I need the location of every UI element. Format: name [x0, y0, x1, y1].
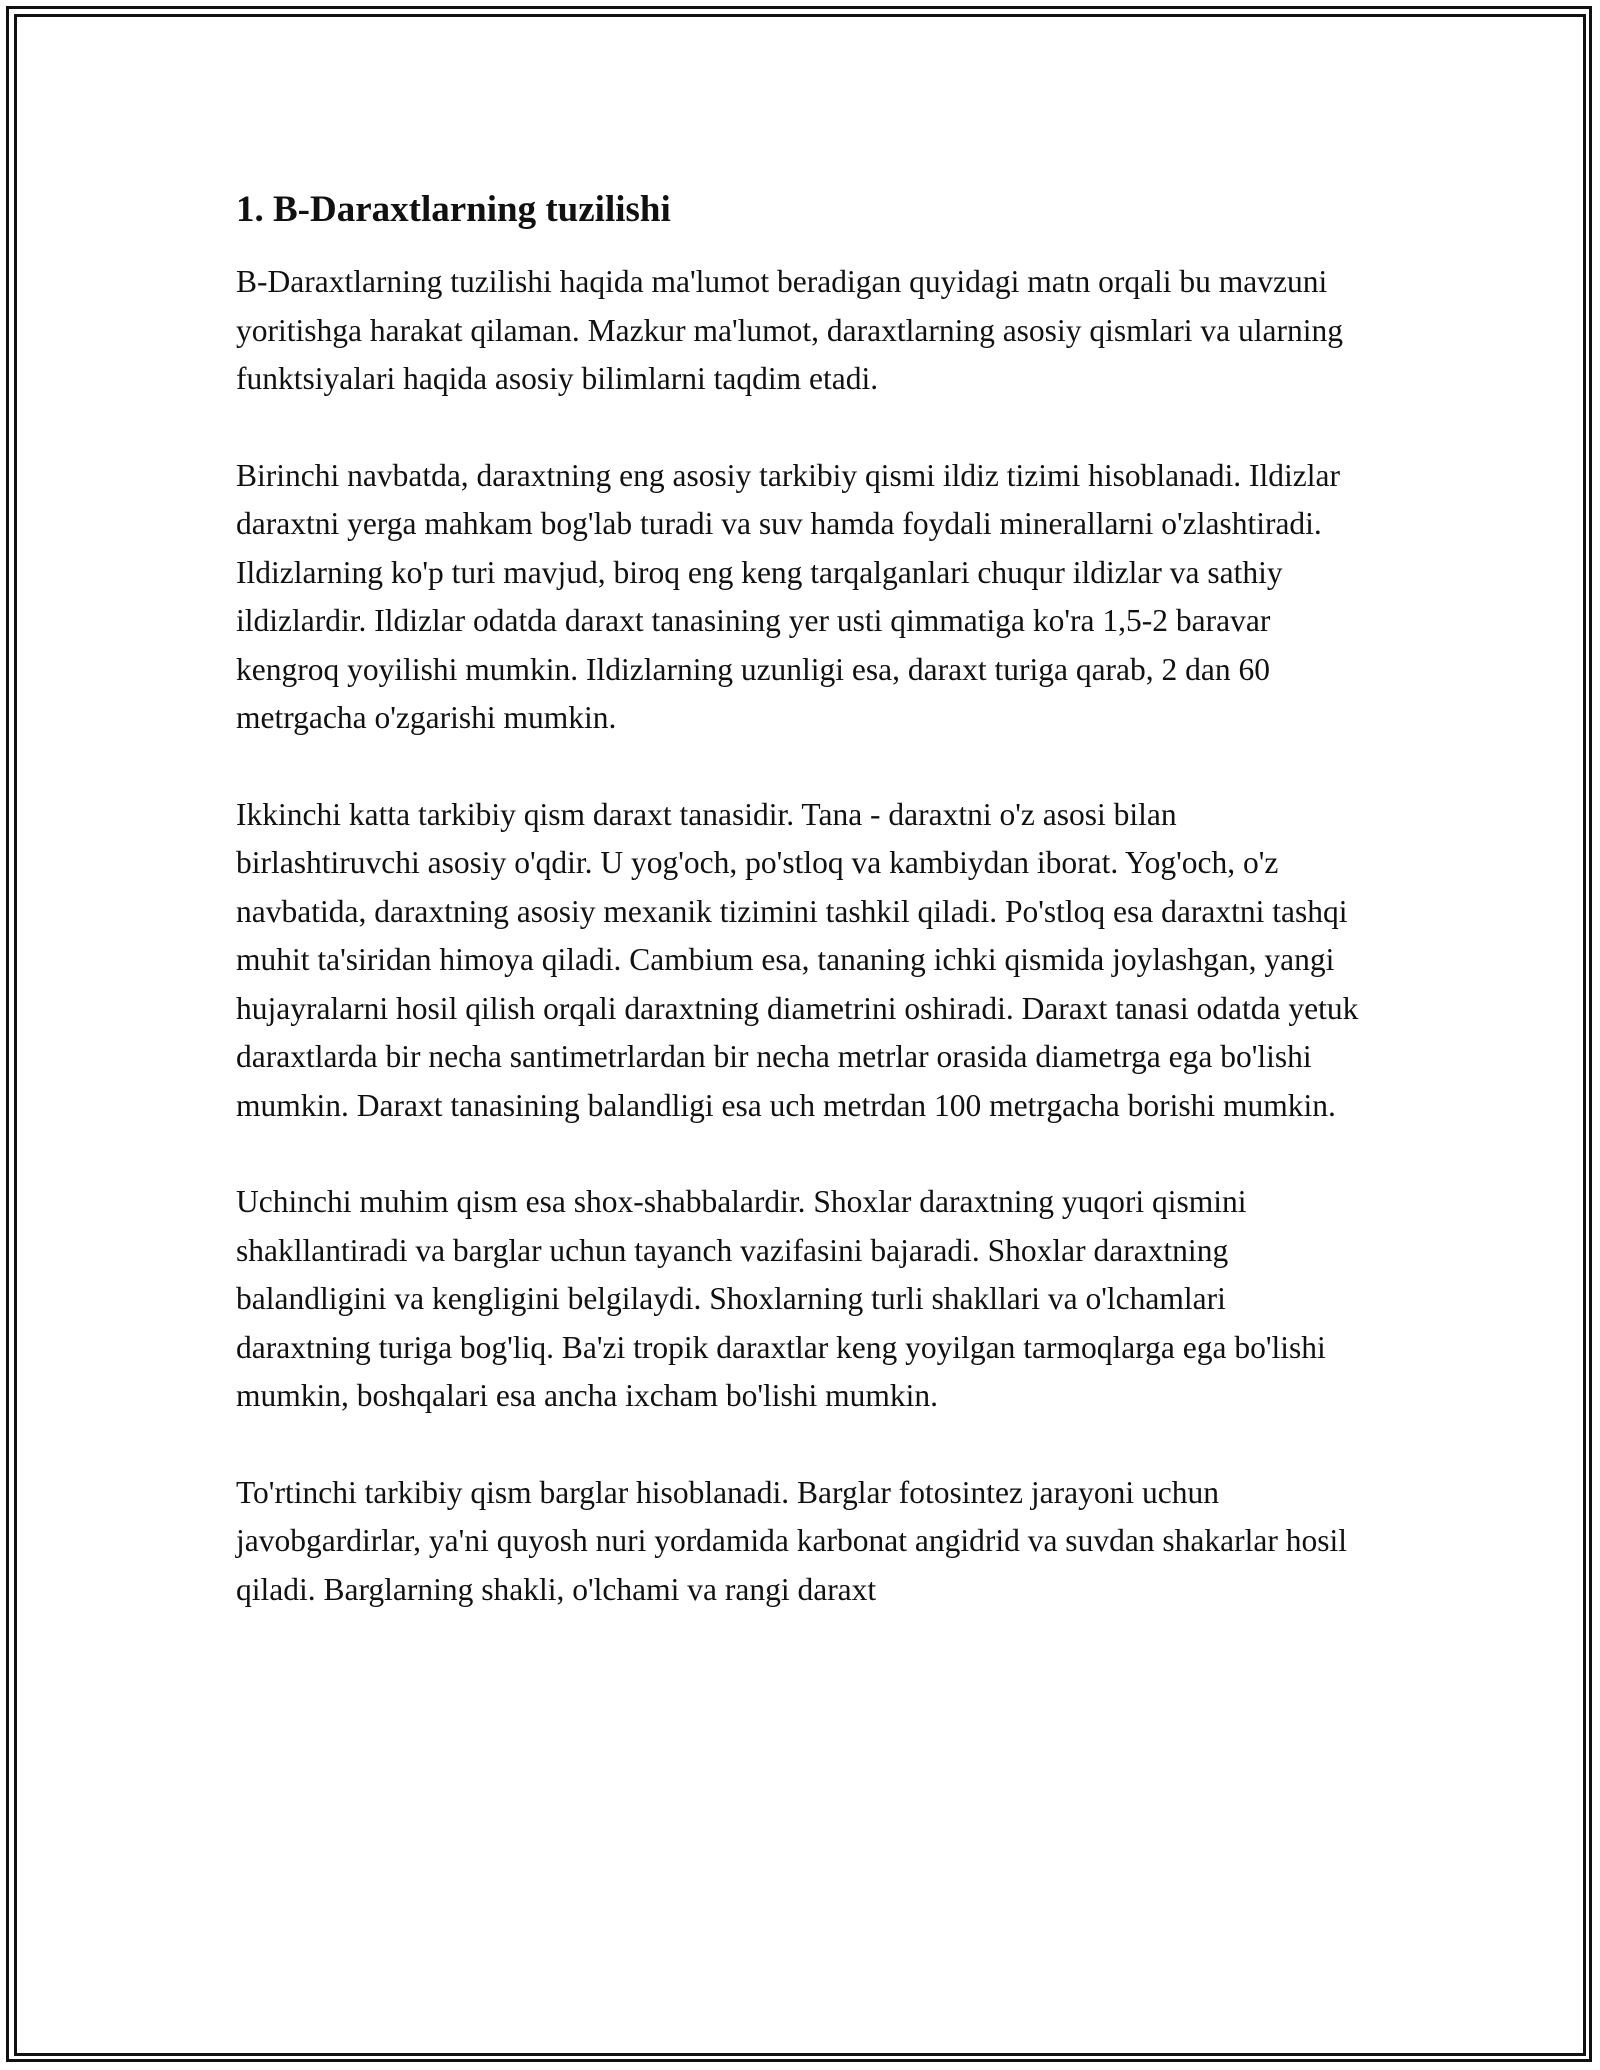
- paragraph-intro: B-Daraxtlarning tuzilishi haqida ma'lumot beradigan quyidagi matn orqali bu mavzuni yoritishga harakat qilaman. Mazkur ma'lumot, daraxtlarning asosiy qismlari va ularning funktsiyalari haqida asosiy bilimlarni taqdim etadi.: [236, 264, 1344, 397]
- paragraph-trunk: Ikkinchi katta tarkibiy qism daraxt tanasidir. Tana - daraxtni o'z asosi bilan birlashtiruvchi asosiy o'qdir. U yog'och, po'stloq va kambiydan iborat. Yog'och, o'z navbatida, daraxtning asosiy mexanik tizimini tashkil qiladi. Po'stloq esa daraxtni tashqi muhit ta'siridan himoya qiladi. Cambium esa, tananing ichki qismida joylashgan, yangi hujayralarni hosil qilish orqali daraxtning diametrini oshiradi. Daraxt tanasi odatda yetuk daraxtlarda bir necha santimetrlardan bir necha metrlar orasida diametrga ega bo'lishi mumkin. Daraxt tanasining balandligi esa uch metrdan 100 metrgacha borishi mumkin.: [236, 796, 1359, 1123]
- paragraph-branches: Uchinchi muhim qism esa shox-shabbalardir. Shoxlar daraxtning yuqori qismini shakllantiradi va barglar uchun tayanch vazifasini bajaradi. Shoxlar daraxtning balandligini va kengligini belgilaydi. Shoxlarning turli shakllari va o'lchamlari daraxtning turiga bog'liq. Ba'zi tropik daraxtlar keng yoyilgan tarmoqlarga ega bo'lishi mumkin, boshqalari esa ancha ixcham bo'lishi mumkin.: [236, 1184, 1326, 1414]
- paragraph-roots: Birinchi navbatda, daraxtning eng asosiy tarkibiy qismi ildiz tizimi hisoblanadi. Ildizlar daraxtni yerga mahkam bog'lab turadi va suv hamda foydali minerallarni o'zlashtiradi. Ildizlarning ko'p turi mavjud, biroq eng keng tarqalganlari chuqur ildizlar va sathiy ildizlardir. Ildizlar odatda daraxt tanasining yer usti qimmatiga ko'ra 1,5-2 baravar kengroq yoyilishi mumkin. Ildizlarning uzunligi esa, daraxt turiga qarab, 2 dan 60 metrgacha o'zgarishi mumkin.: [236, 457, 1341, 736]
- document-body: [236, 186, 1366, 1662]
- document-title: 1. B-Daraxtlarning tuzilishi: [236, 189, 671, 230]
- paragraph-leaves: To'rtinchi tarkibiy qism barglar hisoblanadi. Barglar fotosintez jarayoni uchun javobgardirlar, ya'ni quyosh nuri yordamida karbonat angidrid va suvdan shakarlar hosil qiladi. Barglarning shakli, o'lchami va rangi daraxt: [236, 1474, 1347, 1607]
